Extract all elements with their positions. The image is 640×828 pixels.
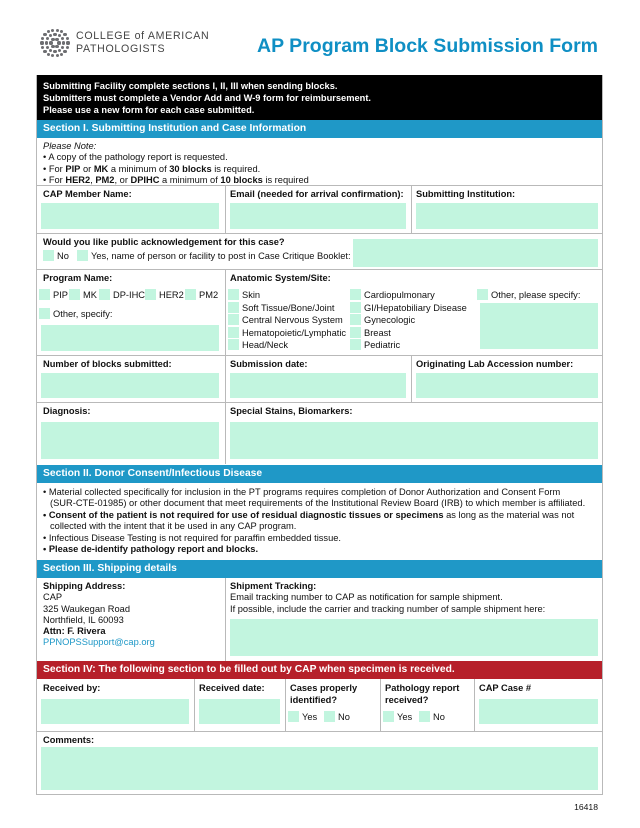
stains-label: Special Stains, Biomarkers: (230, 406, 353, 416)
received-date-field[interactable] (199, 699, 280, 724)
logo-dot (41, 37, 44, 40)
form-title: AP Program Block Submission Form (257, 35, 598, 57)
instruction-line: Submitting Facility complete sections I, II, III when sending blocks. (43, 81, 338, 91)
diagnosis-field[interactable] (41, 422, 219, 459)
checkbox[interactable] (99, 289, 110, 300)
comments-label: Comments: (43, 735, 95, 745)
checkbox[interactable] (324, 711, 335, 722)
checkbox[interactable] (145, 289, 156, 300)
logo-dot (46, 46, 49, 49)
logo-dot (61, 46, 64, 49)
checkbox[interactable] (39, 289, 50, 300)
anatomic-option[interactable]: Cardiopulmonary (350, 289, 435, 301)
program-dp-ihc[interactable]: DP-IHC (99, 289, 145, 301)
ack-yes-checkbox[interactable] (77, 250, 88, 261)
anatomic-other-field[interactable] (480, 303, 598, 349)
ack-no-checkbox[interactable] (43, 250, 54, 261)
cap-logo (40, 28, 209, 58)
cases-no-option[interactable]: No (324, 711, 350, 723)
logo-dot (46, 37, 49, 40)
checkbox[interactable] (185, 289, 196, 300)
checkbox[interactable] (69, 289, 80, 300)
checkbox[interactable] (228, 289, 239, 300)
logo-dot (51, 38, 54, 41)
tracking-line1: Email tracking number to CAP as notification for sample shipment. (230, 592, 503, 603)
logo-line2: PATHOLOGISTS (76, 43, 166, 55)
checkbox[interactable] (350, 314, 361, 325)
note-line1: • A copy of the pathology report is requested. (43, 152, 228, 163)
shipping-address-label: Shipping Address: (43, 581, 126, 591)
s2-bullet1-cont: (SUR-CTE-01985) or other document that meet requirements of the Institutional Review Board (IRB) to which member is affiliated. (50, 498, 586, 509)
ack-name-field[interactable] (353, 239, 598, 267)
section3-header: Section III. Shipping details (37, 560, 602, 578)
logo-dot (43, 33, 46, 36)
checkbox[interactable] (350, 327, 361, 338)
diagnosis-label: Diagnosis: (43, 406, 91, 416)
checkbox[interactable] (477, 289, 488, 300)
s2-bullet2-cont: collected with the intent that it be used in any CAP program. (50, 521, 297, 532)
anatomic-option[interactable]: Gynecologic (350, 314, 415, 326)
logo-dot (62, 41, 65, 44)
logo-dot (58, 49, 61, 52)
checkbox[interactable] (350, 302, 361, 313)
logo-dot (53, 33, 56, 36)
program-pip[interactable]: PIP (39, 289, 68, 301)
form-number: 16418 (574, 802, 598, 812)
s2-bullet4: • Please de-identify pathology report and blocks. (43, 544, 259, 555)
date-label: Submission date: (230, 359, 308, 369)
support-email-link[interactable]: PPNOPSSupport@cap.org (43, 637, 155, 648)
shipment-tracking (230, 581, 545, 615)
attn-line: Attn: F. Rivera (43, 626, 106, 637)
form-frame (36, 75, 603, 795)
checkbox[interactable] (350, 339, 361, 350)
note-line2: • For PIP or MK a minimum of 30 blocks is required. (43, 163, 261, 174)
ack-yes-option[interactable]: Yes, name of person or facility to post in Case Critique Booklet: (77, 250, 351, 262)
logo-dot (51, 45, 54, 48)
ack-question: Would you like public acknowledgement for this case? (43, 237, 285, 247)
s2-bullet2: • Consent of the patient is not required for use of residual diagnostic tissues or specimens as long as the material was not (43, 509, 575, 520)
report-no-option[interactable]: No (419, 711, 445, 723)
instructions-box (37, 75, 602, 120)
note-line3: • For HER2, PM2, or DPIHC a minimum of 10 blocks is required (43, 174, 309, 185)
received-by-field[interactable] (41, 699, 189, 724)
logo-text (76, 30, 209, 56)
program-pm2[interactable]: PM2 (185, 289, 218, 301)
program-her2[interactable]: HER2 (145, 289, 184, 301)
cases-yes-option[interactable]: Yes (288, 711, 317, 723)
anatomic-label: Anatomic System/Site: (230, 273, 331, 283)
section2-body (43, 487, 599, 555)
member-name-label: CAP Member Name: (43, 189, 132, 199)
section1-note (43, 141, 309, 186)
checkbox[interactable] (419, 711, 430, 722)
logo-dot (49, 41, 52, 44)
logo-dot (61, 37, 64, 40)
logo-dot (40, 41, 43, 44)
institution-field[interactable] (416, 203, 598, 229)
anatomic-option[interactable]: Head/Neck (228, 339, 288, 351)
date-field[interactable] (230, 373, 406, 398)
cap-logo-mark-icon (40, 28, 70, 58)
tracking-label: Shipment Tracking: (230, 581, 317, 591)
section4-header: Section IV: The following section to be filled out by CAP when specimen is received. (37, 661, 602, 679)
ack-no-option[interactable]: No (43, 250, 69, 262)
logo-dot (60, 53, 63, 56)
logo-dot (49, 34, 52, 37)
email-field[interactable] (230, 203, 406, 229)
section1-header: Section I. Submitting Institution and Case Information (37, 120, 602, 138)
program-other-field[interactable] (41, 325, 219, 351)
anatomic-option[interactable]: Skin (228, 289, 260, 301)
blocks-field[interactable] (41, 373, 219, 398)
accession-label: Originating Lab Accession number: (416, 359, 574, 369)
program-other[interactable]: Other, specify: (39, 308, 112, 320)
logo-dot (63, 50, 66, 53)
checkbox[interactable] (350, 289, 361, 300)
anatomic-option[interactable]: Hematopoietic/Lymphatic (228, 327, 346, 339)
logo-dot (49, 49, 52, 52)
logo-dot (51, 29, 54, 32)
checkbox[interactable] (383, 711, 394, 722)
section2-header: Section II. Donor Consent/Infectious Disease (37, 465, 602, 483)
logo-dot (51, 54, 54, 57)
received-by-label: Received by: (43, 683, 101, 693)
received-date-label: Received date: (199, 683, 265, 693)
anatomic-other-option[interactable]: Other, please specify: (477, 289, 580, 301)
program-mk[interactable]: MK (69, 289, 97, 301)
checkbox[interactable] (39, 308, 50, 319)
stains-field[interactable] (230, 422, 598, 459)
cases-identified-label: Cases properly identified? (290, 683, 358, 705)
logo-dot (47, 53, 50, 56)
checkbox[interactable] (228, 327, 239, 338)
logo-dot (43, 50, 46, 53)
tracking-field[interactable] (230, 619, 598, 656)
logo-dot (41, 46, 44, 49)
s2-bullet1: • Material collected specifically for inclusion in the PT programs requires completion of Donor Authorization and Consent Form (43, 487, 561, 497)
anatomic-option[interactable]: Soft Tissue/Bone/Joint (228, 302, 335, 314)
checkbox[interactable] (228, 302, 239, 313)
logo-dot (55, 45, 58, 48)
anatomic-option[interactable]: Breast (350, 327, 391, 339)
logo-dot (55, 38, 58, 41)
address-line: Northfield, IL 60093 (43, 614, 124, 625)
instruction-line: Please use a new form for each case submitted. (43, 105, 255, 115)
cap-case-label: CAP Case # (479, 683, 532, 693)
note-title: Please Note: (43, 141, 97, 151)
program-label: Program Name: (43, 273, 113, 283)
checkbox[interactable] (288, 711, 299, 722)
member-name-field[interactable] (41, 203, 219, 229)
comments-field[interactable] (41, 747, 598, 790)
instruction-line: Submitters must complete a Vendor Add and W-9 form for reimbursement. (43, 93, 372, 103)
tracking-line2: If possible, include the carrier and tracking number of sample shipment here: (230, 603, 546, 614)
logo-dot (66, 41, 69, 44)
logo-dot (53, 50, 56, 53)
checkbox[interactable] (228, 339, 239, 350)
accession-field[interactable] (416, 373, 598, 398)
checkbox[interactable] (228, 314, 239, 325)
shipping-address (43, 581, 155, 649)
email-label: Email (needed for arrival confirmation): (230, 189, 404, 199)
anatomic-option[interactable]: Pediatric (350, 339, 400, 351)
logo-dot (63, 33, 66, 36)
logo-dot (66, 46, 69, 49)
address-line: 325 Waukegan Road (43, 603, 131, 614)
address-line: CAP (43, 592, 63, 603)
institution-label: Submitting Institution: (416, 189, 516, 199)
logo-line1: COLLEGE of AMERICAN (76, 30, 210, 42)
anatomic-option[interactable]: Central Nervous System (228, 314, 343, 326)
cap-case-field[interactable] (479, 699, 598, 724)
logo-dot (56, 29, 59, 32)
logo-dot (56, 54, 59, 57)
report-received-label: Pathology report received? (385, 683, 460, 705)
s2-bullet3: • Infectious Disease Testing is not required for paraffin embedded tissue. (43, 532, 341, 543)
logo-dot (66, 37, 69, 40)
blocks-label: Number of blocks submitted: (43, 359, 172, 369)
logo-dot (47, 30, 50, 33)
report-yes-option[interactable]: Yes (383, 711, 412, 723)
anatomic-option[interactable]: GI/Hepatobiliary Disease (350, 302, 467, 314)
logo-dot (45, 41, 48, 44)
